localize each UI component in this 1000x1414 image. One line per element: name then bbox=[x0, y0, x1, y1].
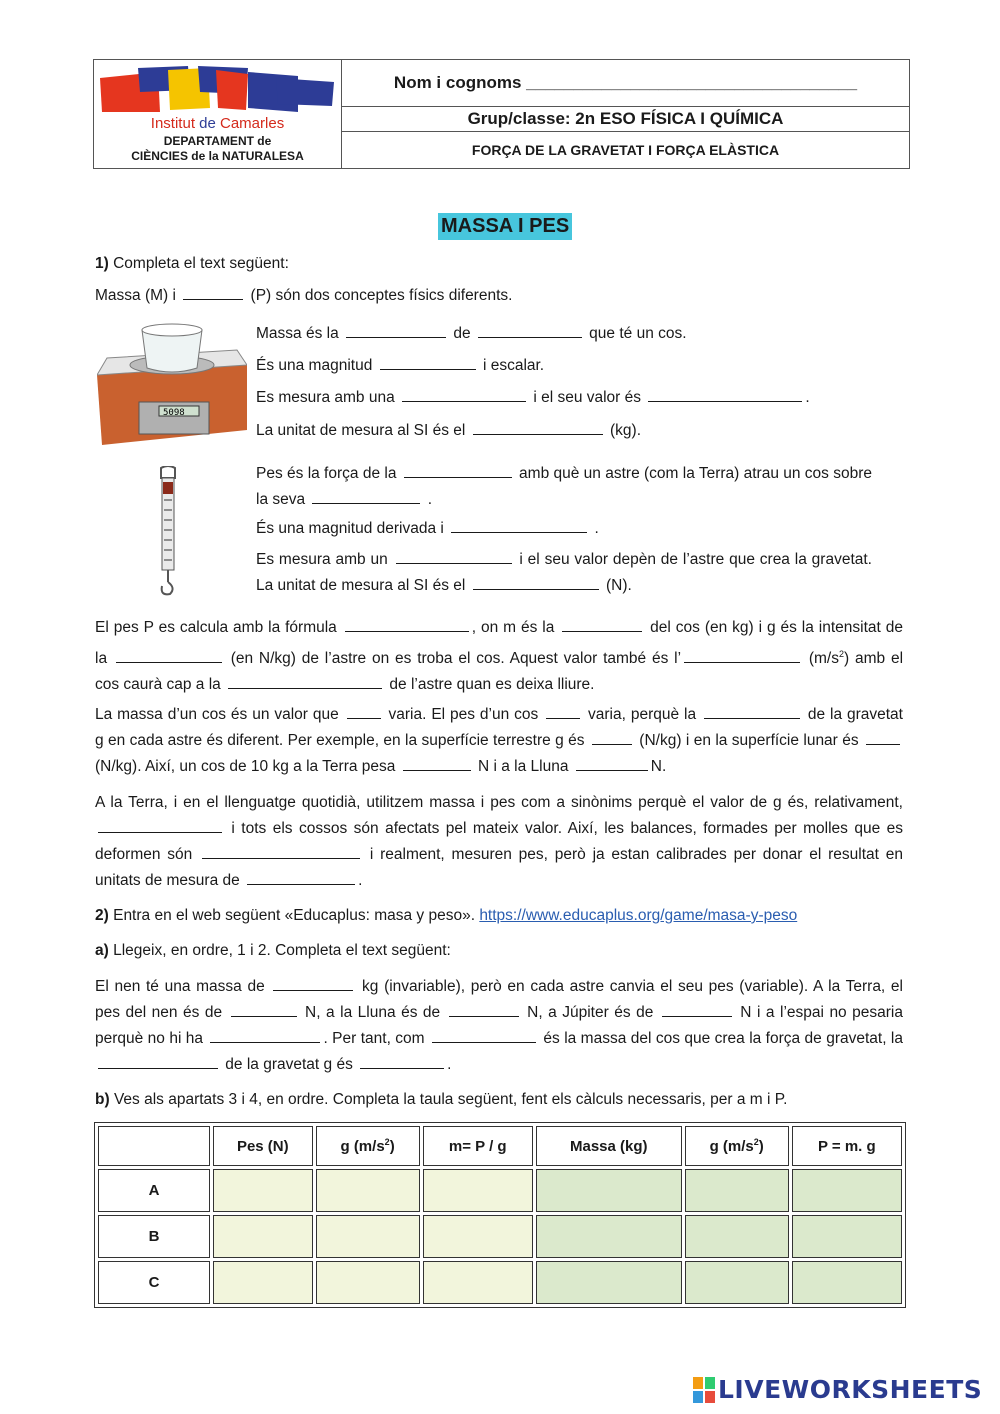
answer-cell[interactable] bbox=[423, 1169, 533, 1212]
answer-cell[interactable] bbox=[213, 1215, 313, 1258]
table-header-m: m= P / g bbox=[423, 1126, 533, 1166]
blank-input[interactable] bbox=[478, 322, 582, 338]
table-row bbox=[98, 1169, 902, 1212]
blank-input[interactable] bbox=[404, 462, 512, 478]
educaplus-link[interactable]: https://www.educaplus.org/game/masa-y-peso bbox=[479, 907, 798, 924]
group-label: Grup/classe: 2n ESO FÍSICA I QUÍMICA bbox=[342, 107, 909, 132]
blank-input[interactable] bbox=[451, 517, 587, 533]
answer-cell[interactable] bbox=[316, 1169, 420, 1212]
blank-input[interactable] bbox=[380, 354, 476, 370]
school-logo-block bbox=[94, 60, 342, 168]
table-row bbox=[98, 1261, 902, 1304]
paragraph-formula: El pes P es calcula amb la fórmula , on m és la del cos (en kg) i g és la intensitat de la (en N/kg) de l’astre on es troba el cos. Aquest valor també és l’ $(m/s^2)$ amb el cos caurà cap a la de l’astre quan es deixa lliure. bbox=[95, 615, 903, 698]
blank-input[interactable] bbox=[116, 647, 222, 663]
question-2b-prompt: b) Ves als apartats 3 i 4, en ordre. Completa la taula següent, fent els càlculs necessaris, per a m i P. bbox=[95, 1091, 788, 1108]
blank-input[interactable] bbox=[432, 1027, 536, 1043]
blank-input[interactable] bbox=[247, 869, 355, 885]
blank-input[interactable] bbox=[346, 322, 446, 338]
scale-icon bbox=[97, 320, 247, 450]
massa-line-2: És una magnitud i escalar. bbox=[256, 353, 544, 379]
blank-input[interactable] bbox=[648, 386, 802, 402]
blank-input[interactable] bbox=[473, 574, 599, 590]
blank-input[interactable] bbox=[562, 616, 642, 632]
answer-cell[interactable] bbox=[213, 1169, 313, 1212]
blank-input[interactable] bbox=[273, 975, 353, 991]
table-header-massa: Massa (kg) bbox=[536, 1126, 682, 1166]
table-row bbox=[98, 1215, 902, 1258]
table-header-empty bbox=[98, 1126, 210, 1166]
blank-input[interactable] bbox=[403, 755, 471, 771]
blank-input[interactable] bbox=[210, 1027, 320, 1043]
table-header-g: g $(m/s^2)$ bbox=[316, 1126, 420, 1166]
blank-input[interactable] bbox=[396, 548, 512, 564]
blank-input[interactable] bbox=[231, 1001, 297, 1017]
pes-line-2: És una magnitud derivada i . bbox=[256, 516, 599, 542]
table-header-p: P = m. g bbox=[792, 1126, 902, 1166]
blank-input[interactable] bbox=[473, 419, 603, 435]
table-header-g2: g $(m/s^2)$ bbox=[685, 1126, 789, 1166]
answer-cell[interactable] bbox=[213, 1261, 313, 1304]
question-2a-prompt: a) Llegeix, en ordre, 1 i 2. Completa el text següent: bbox=[95, 942, 451, 959]
answer-cell[interactable] bbox=[792, 1215, 902, 1258]
results-table bbox=[94, 1122, 906, 1308]
answer-cell[interactable] bbox=[536, 1261, 682, 1304]
answer-cell[interactable] bbox=[536, 1215, 682, 1258]
answer-cell[interactable] bbox=[685, 1169, 789, 1212]
answer-cell[interactable] bbox=[316, 1215, 420, 1258]
answer-cell[interactable] bbox=[536, 1169, 682, 1212]
page-title: MASSA I PES bbox=[438, 213, 572, 240]
answer-cell[interactable] bbox=[423, 1261, 533, 1304]
department-label: DEPARTAMENT de CIÈNCIES de la NATURALESA bbox=[131, 134, 304, 163]
massa-line-1: Massa és la de que té un cos. bbox=[256, 321, 687, 347]
blank-input[interactable] bbox=[202, 843, 360, 859]
school-name: Institut de Camarles bbox=[150, 115, 285, 132]
blank-input[interactable] bbox=[98, 817, 222, 833]
school-logo-icon bbox=[98, 64, 336, 114]
liveworksheets-brand: LIVEWORKSHEETS bbox=[693, 1375, 982, 1404]
header-table bbox=[93, 59, 910, 169]
blank-input[interactable] bbox=[684, 647, 800, 663]
blank-input[interactable] bbox=[546, 703, 580, 719]
pes-line-1: Pes és la força de la amb què un astre (com la Terra) atrau un cos sobre la seva . bbox=[256, 461, 872, 513]
blank-input[interactable] bbox=[592, 729, 632, 745]
answer-cell[interactable] bbox=[685, 1215, 789, 1258]
blank-input[interactable] bbox=[360, 1053, 444, 1069]
paragraph-everyday: A la Terra, i en el llenguatge quotidià, utilitzem massa i pes com a sinònims perquè el valor de g és, relativament, i tots els cossos són afectats pel mateix valor. Així, les balances, formades per molles que es deformen són i realment, mesuren pes, però ja estan calibrades per donar el resultat en unitats de mesura de . bbox=[95, 794, 903, 889]
blank-input[interactable] bbox=[345, 616, 469, 632]
dynamometer-icon bbox=[150, 466, 186, 598]
question-1-prompt: 1) Completa el text següent: bbox=[95, 255, 289, 272]
intro-sentence: Massa (M) i (P) són dos conceptes físics diferents. bbox=[95, 283, 512, 309]
topic-label: FORÇA DE LA GRAVETAT I FORÇA ELÀSTICA bbox=[471, 142, 780, 158]
blank-input[interactable] bbox=[312, 488, 420, 504]
blank-input[interactable] bbox=[183, 284, 243, 300]
name-field[interactable]: Nom i cognoms ___________________________________ bbox=[342, 60, 909, 107]
blank-input[interactable] bbox=[98, 1053, 218, 1069]
svg-text:5098: 5098 bbox=[163, 408, 185, 418]
blank-input[interactable] bbox=[576, 755, 648, 771]
answer-cell[interactable] bbox=[316, 1261, 420, 1304]
blank-input[interactable] bbox=[662, 1001, 732, 1017]
blank-input[interactable] bbox=[866, 729, 900, 745]
answer-cell[interactable] bbox=[792, 1261, 902, 1304]
row-label: A bbox=[98, 1169, 210, 1212]
blank-input[interactable] bbox=[402, 386, 526, 402]
blank-input[interactable] bbox=[347, 703, 381, 719]
massa-line-4: La unitat de mesura al SI és el (kg). bbox=[256, 418, 641, 444]
pes-line-3: Es mesura amb un i el seu valor depèn de l’astre que crea la gravetat. La unitat de mesura al SI és el (N). bbox=[256, 547, 872, 599]
liveworksheets-logo-icon bbox=[693, 1377, 715, 1403]
row-label: B bbox=[98, 1215, 210, 1258]
blank-input[interactable] bbox=[228, 673, 382, 689]
answer-cell[interactable] bbox=[792, 1169, 902, 1212]
paragraph-variation: La massa d’un cos és un valor que varia. El pes d’un cos varia, perquè la de la gravetat g en cada astre és diferent. Per exemple, en la superfície terrestre g és (N/kg) i en la superfície lunar és (N/kg). Així, un cos de 10 kg a la Terra pesa N i a la Lluna N. bbox=[95, 702, 903, 780]
blank-input[interactable] bbox=[449, 1001, 519, 1017]
question-2-prompt: 2) Entra en el web següent «Educaplus: masa y peso». https://www.educaplus.org/game/masa-y-peso bbox=[95, 907, 798, 924]
answer-cell[interactable] bbox=[685, 1261, 789, 1304]
answer-cell[interactable] bbox=[423, 1215, 533, 1258]
row-label: C bbox=[98, 1261, 210, 1304]
blank-input[interactable] bbox=[704, 703, 800, 719]
paragraph-child-mass: El nen té una massa de kg (invariable), però en cada astre canvia el seu pes (variable). A la Terra, el pes del nen és de N, a la Lluna és de N, a Júpiter és de N i a l’espai no pesaria perquè no hi ha . Per tant, com és la massa del cos que crea la força de gravetat, la de la gravetat g és . bbox=[95, 974, 903, 1078]
massa-line-3: Es mesura amb una i el seu valor és . bbox=[256, 385, 810, 411]
table-header-pes: Pes (N) bbox=[213, 1126, 313, 1166]
table-header-row bbox=[98, 1126, 902, 1166]
